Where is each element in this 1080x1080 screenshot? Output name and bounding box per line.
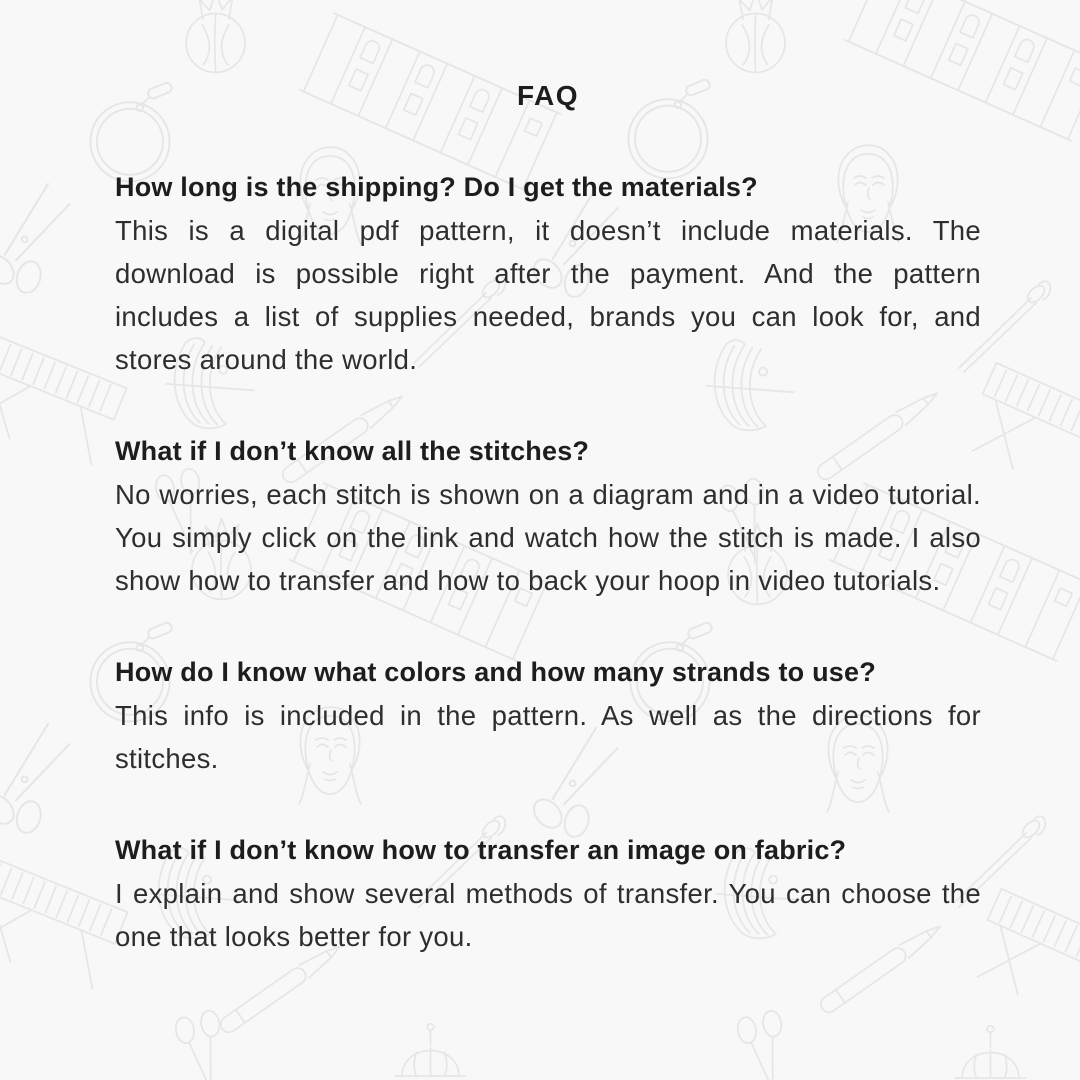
faq-item [115,430,981,602]
faq-item [115,829,981,958]
faq-question: What if I don’t know how to transfer an image on fabric? [115,835,847,865]
pomegranate-icon [708,0,803,80]
faq-question: What if I don’t know all the stitches? [115,436,590,466]
faq-question: How long is the shipping? Do I get the materials? [115,172,758,202]
scissors-icon [0,171,92,301]
pomegranate-icon [168,0,263,80]
faq-answer: No worries, each stitch is shown on a diagram and in a video tutorial. You simply click on the link and watch how the stitch is made. I also show how to transfer and how to back your hoop in video tutorials. [115,479,981,596]
spoons-icon [722,1004,812,1080]
faq-answer: I explain and show several methods of transfer. You can choose the one that looks better for you. [115,878,981,952]
faq-answer: This is a digital pdf pattern, it doesn’t include materials. The download is possible right after the payment. And the pattern includes a list of supplies needed, brands you can look for, and stores around the world. [115,215,981,375]
dome-icon [948,1012,1033,1080]
faq-content [115,74,981,958]
dome-icon [388,1010,473,1080]
spoons-icon [160,1004,250,1080]
page-title: FAQ [516,80,580,111]
faq-item [115,166,981,381]
faq-answer: This info is included in the pattern. As well as the directions for stitches. [115,700,981,774]
scissors-icon [0,711,92,841]
faq-question: How do I know what colors and how many strands to use? [115,657,876,687]
faq-item [115,651,981,780]
